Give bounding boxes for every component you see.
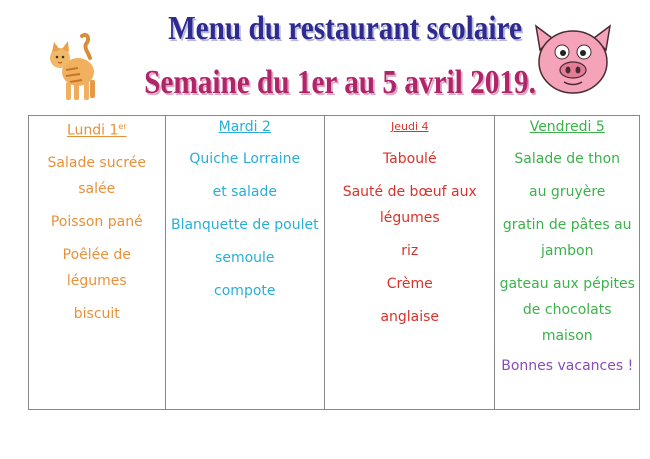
dish-item: Poisson pané: [50, 213, 143, 230]
dish-item: riz: [401, 243, 419, 259]
dish-item: gateau aux pépites de chocolats maison: [499, 276, 635, 344]
pig-illustration: [528, 20, 618, 96]
dish-item: Crème: [386, 276, 433, 292]
day-column-friday: [495, 116, 639, 409]
dish-item: compote: [214, 283, 276, 299]
menu-table: [28, 115, 640, 410]
dish-item: Sauté de bœuf aux légumes: [342, 184, 477, 226]
holiday-note: Bonnes vacances !: [501, 358, 634, 374]
dish-item: Taboulé: [382, 151, 437, 167]
dish-item: biscuit: [73, 305, 120, 322]
dish-item: et salade: [212, 184, 277, 200]
day-heading: Vendredi 5: [529, 119, 605, 135]
page-title: Menu du restaurant scolaire: [168, 10, 522, 47]
day-heading: Lundi 1er: [66, 122, 127, 139]
day-heading: Jeudi 4: [390, 120, 429, 133]
dish-item: Quiche Lorraine: [189, 151, 301, 167]
dish-item: Poêlée de légumes: [62, 246, 131, 289]
dish-item: semoule: [215, 250, 275, 266]
day-column-tuesday: [166, 116, 325, 409]
day-column-monday: [29, 116, 166, 409]
dish-item: gratin de pâtes au jambon: [502, 217, 632, 259]
dish-item: Blanquette de poulet: [170, 217, 319, 233]
cat-illustration: [44, 32, 108, 104]
dish-item: Salade sucrée salée: [47, 154, 146, 197]
dish-item: au gruyère: [529, 184, 606, 200]
day-column-thursday: [325, 116, 495, 409]
week-subtitle: Semaine du 1er au 5 avril 2019.: [144, 64, 536, 101]
dish-item: Salade de thon: [514, 151, 621, 167]
day-heading: Mardi 2: [218, 119, 271, 135]
dish-item: anglaise: [380, 309, 440, 325]
